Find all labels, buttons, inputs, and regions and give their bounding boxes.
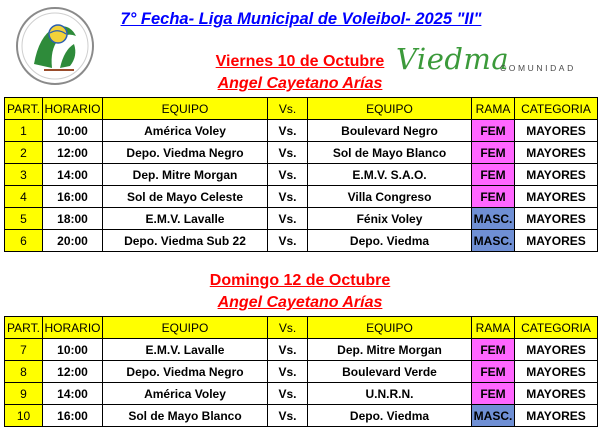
table-row xyxy=(5,164,598,186)
col-horario: HORARIO xyxy=(43,317,103,339)
part-cell: 9 xyxy=(5,383,43,405)
home-team-cell: Sol de Mayo Blanco xyxy=(103,405,268,427)
col-vs: Vs. xyxy=(268,317,308,339)
table-header-row xyxy=(5,317,598,339)
category-cell: MAYORES xyxy=(515,164,598,186)
home-team-cell: Depo. Viedma Negro xyxy=(103,142,268,164)
vs-cell: Vs. xyxy=(268,164,308,186)
time-cell: 14:00 xyxy=(43,383,103,405)
home-team-cell: Depo. Viedma Sub 22 xyxy=(103,230,268,252)
time-cell: 18:00 xyxy=(43,208,103,230)
part-cell: 10 xyxy=(5,405,43,427)
col-equipo-home: EQUIPO xyxy=(103,98,268,120)
time-cell: 12:00 xyxy=(43,361,103,383)
rama-cell: MASC. xyxy=(472,405,515,427)
home-team-cell: E.M.V. Lavalle xyxy=(103,208,268,230)
vs-cell: Vs. xyxy=(268,361,308,383)
away-team-cell: Dep. Mitre Morgan xyxy=(308,339,472,361)
away-team-cell: Depo. Viedma xyxy=(308,230,472,252)
col-equipo-home: EQUIPO xyxy=(103,317,268,339)
part-cell: 6 xyxy=(5,230,43,252)
brand-subtitle: COMUNIDAD xyxy=(500,63,576,73)
table-row xyxy=(5,142,598,164)
col-rama: RAMA xyxy=(472,98,515,120)
away-team-cell: U.N.R.N. xyxy=(308,383,472,405)
category-cell: MAYORES xyxy=(515,186,598,208)
vs-cell: Vs. xyxy=(268,186,308,208)
day-2-date: Domingo 12 de Octubre xyxy=(209,272,391,289)
table-row xyxy=(5,208,598,230)
part-cell: 5 xyxy=(5,208,43,230)
table-row xyxy=(5,186,598,208)
table-row xyxy=(5,361,598,383)
time-cell: 14:00 xyxy=(43,164,103,186)
home-team-cell: América Voley xyxy=(103,383,268,405)
col-vs: Vs. xyxy=(268,98,308,120)
away-team-cell: E.M.V. S.A.O. xyxy=(308,164,472,186)
away-team-cell: Villa Congreso xyxy=(308,186,472,208)
col-categoria: CATEGORIA xyxy=(515,98,598,120)
rama-cell: FEM xyxy=(472,383,515,405)
vs-cell: Vs. xyxy=(268,208,308,230)
day-2-venue: Angel Cayetano Arías xyxy=(217,294,383,311)
category-cell: MAYORES xyxy=(515,339,598,361)
home-team-cell: América Voley xyxy=(103,120,268,142)
col-horario: HORARIO xyxy=(43,98,103,120)
category-cell: MAYORES xyxy=(515,405,598,427)
col-part: PART. xyxy=(5,317,43,339)
rama-cell: FEM xyxy=(472,361,515,383)
time-cell: 16:00 xyxy=(43,186,103,208)
category-cell: MAYORES xyxy=(515,383,598,405)
vs-cell: Vs. xyxy=(268,383,308,405)
vs-cell: Vs. xyxy=(268,230,308,252)
part-cell: 8 xyxy=(5,361,43,383)
day-1-date: Viernes 10 de Octubre xyxy=(215,53,385,70)
away-team-cell: Boulevard Verde xyxy=(308,361,472,383)
rama-cell: MASC. xyxy=(472,208,515,230)
away-team-cell: Boulevard Negro xyxy=(308,120,472,142)
day-1-schedule-table xyxy=(4,97,598,252)
time-cell: 10:00 xyxy=(43,339,103,361)
part-cell: 3 xyxy=(5,164,43,186)
part-cell: 7 xyxy=(5,339,43,361)
vs-cell: Vs. xyxy=(268,405,308,427)
time-cell: 10:00 xyxy=(43,120,103,142)
time-cell: 16:00 xyxy=(43,405,103,427)
vs-cell: Vs. xyxy=(268,339,308,361)
col-part: PART. xyxy=(5,98,43,120)
col-rama: RAMA xyxy=(472,317,515,339)
col-equipo-away: EQUIPO xyxy=(308,317,472,339)
rama-cell: MASC. xyxy=(472,230,515,252)
home-team-cell: Depo. Viedma Negro xyxy=(103,361,268,383)
brand-name: Viedma xyxy=(396,42,510,76)
vs-cell: Vs. xyxy=(268,120,308,142)
rama-cell: FEM xyxy=(472,142,515,164)
part-cell: 4 xyxy=(5,186,43,208)
page-title: 7° Fecha- Liga Municipal de Voleibol- 2025 "II" xyxy=(120,10,482,28)
col-equipo-away: EQUIPO xyxy=(308,98,472,120)
rama-cell: FEM xyxy=(472,186,515,208)
table-row xyxy=(5,405,598,427)
away-team-cell: Fénix Voley xyxy=(308,208,472,230)
home-team-cell: Dep. Mitre Morgan xyxy=(103,164,268,186)
rama-cell: FEM xyxy=(472,120,515,142)
category-cell: MAYORES xyxy=(515,208,598,230)
vs-cell: Vs. xyxy=(268,142,308,164)
away-team-cell: Depo. Viedma xyxy=(308,405,472,427)
col-categoria: CATEGORIA xyxy=(515,317,598,339)
category-cell: MAYORES xyxy=(515,142,598,164)
home-team-cell: Sol de Mayo Celeste xyxy=(103,186,268,208)
category-cell: MAYORES xyxy=(515,120,598,142)
time-cell: 20:00 xyxy=(43,230,103,252)
day-1-venue: Angel Cayetano Arías xyxy=(217,75,383,92)
part-cell: 2 xyxy=(5,142,43,164)
table-header-row xyxy=(5,98,598,120)
category-cell: MAYORES xyxy=(515,230,598,252)
table-row xyxy=(5,120,598,142)
part-cell: 1 xyxy=(5,120,43,142)
table-row xyxy=(5,339,598,361)
away-team-cell: Sol de Mayo Blanco xyxy=(308,142,472,164)
table-row xyxy=(5,383,598,405)
day-2-schedule-table xyxy=(4,316,598,427)
rama-cell: FEM xyxy=(472,339,515,361)
rama-cell: FEM xyxy=(472,164,515,186)
table-row xyxy=(5,230,598,252)
home-team-cell: E.M.V. Lavalle xyxy=(103,339,268,361)
category-cell: MAYORES xyxy=(515,361,598,383)
time-cell: 12:00 xyxy=(43,142,103,164)
